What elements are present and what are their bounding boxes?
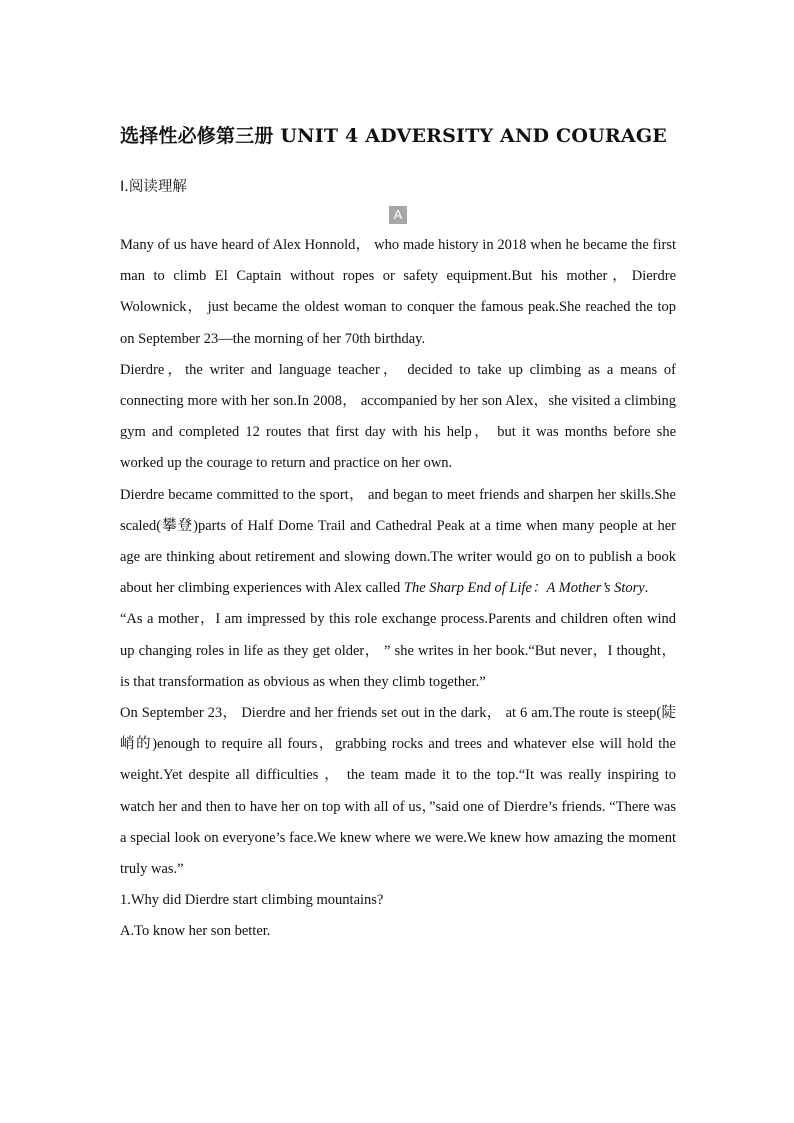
document-page bbox=[120, 118, 676, 948]
passage-label-wrap bbox=[120, 206, 676, 228]
question-option-a: A.To know her son better. bbox=[120, 923, 271, 940]
question-stem: 1.Why did Dierdre start climbing mountains? bbox=[120, 892, 384, 909]
paragraph-3-end: . bbox=[644, 580, 649, 597]
passage-label: A bbox=[389, 206, 407, 224]
book-title: The Sharp End of Life：A Mother’s Story bbox=[403, 580, 645, 597]
paragraph-5: On September 23， Dierdre and her friends set out in the dark， at 6 am.The route is steep(陡峭的)enough to require all fours，grabbing rocks and trees and whatever else will hold the weight.Yet despite all difficulties ， the team made it to the top.“It was really inspiring to watch her and then to have her on top with all of us，”said one of Dierdre’s friends. “There was a special look on everyone’s face.We knew where we were.We knew how amazing the moment truly was.” bbox=[120, 705, 676, 878]
paragraph-2: Dierdre，the writer and language teacher， decided to take up climbing as a means of connecting more with her son.In 2008， accompanied by her son Alex，she visited a climbing gym and completed 12 routes that first day with his help， but it was months before she worked up the courage to return and practice on her own. bbox=[120, 361, 676, 472]
section-heading: Ⅰ.阅读理解 bbox=[120, 179, 187, 195]
page-title: 选择性必修第三册 UNIT 4 ADVERSITY AND COURAGE bbox=[120, 125, 667, 147]
paragraph-4: “As a mother，I am impressed by this role exchange process.Parents and children often wind up changing roles in life as they get older， ” she writes in her book.“But never，I thought， is that transformation as obvious as when they climb together.” bbox=[120, 611, 676, 690]
passage-body bbox=[120, 230, 676, 948]
paragraph-3-text: Dierdre became committed to the sport， and began to meet friends and sharpen her skills.She scaled(攀登)parts of Half Dome Trail and Cathedral Peak at a time when many people at her age are thinking about retirement and slowing down.The writer would go on to publish a book about her climbing experiences with Alex called bbox=[120, 486, 676, 597]
paragraph-3 bbox=[120, 480, 676, 605]
paragraph-1: Many of us have heard of Alex Honnold， who made history in 2018 when he became the first man to climb El Captain without ropes or safety equipment.But his mother，Dierdre Wolownick， just became the oldest woman to conquer the famous peak.She reached the top on September 23—the morning of her 70th birthday. bbox=[120, 237, 676, 347]
